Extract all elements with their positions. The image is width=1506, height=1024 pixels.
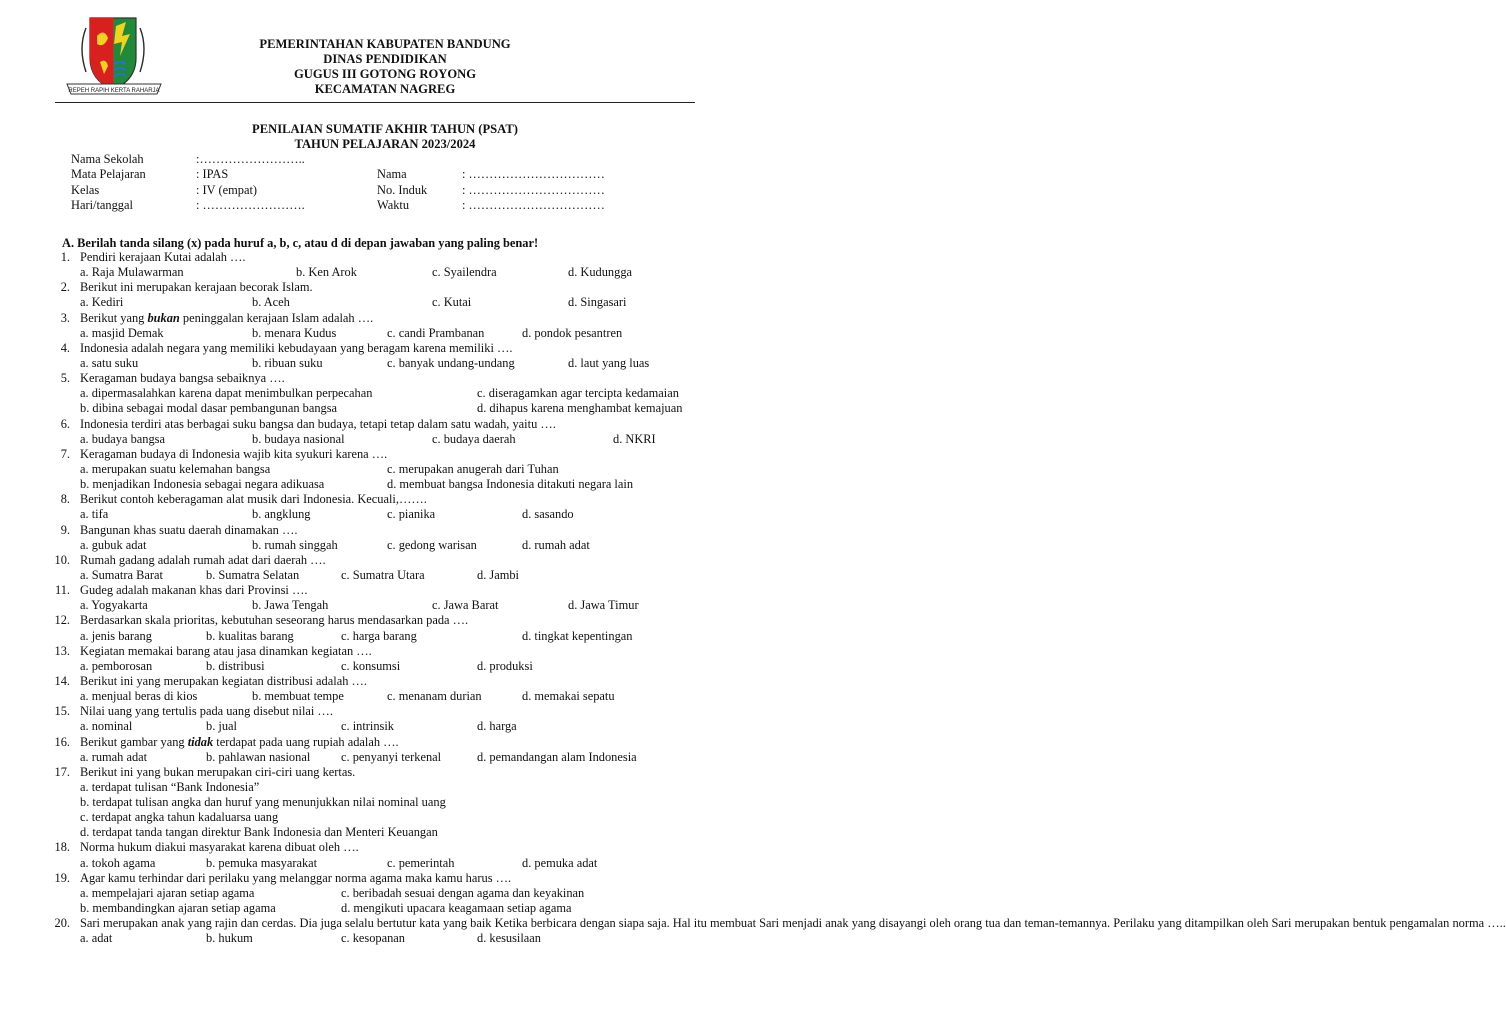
answer-option[interactable]: b. pemuka masyarakat [206,855,318,870]
answer-option[interactable]: c. Jawa Barat [432,598,499,613]
question-row [0,583,768,598]
answer-option[interactable]: a. dipermasalahkan karena dapat menimbulkan perpecahan [80,386,373,401]
question-text: Berikut ini yang merupakan kegiatan distribusi adalah …. [80,673,367,688]
answer-option[interactable]: c. pemerintah [387,855,455,870]
identity-label: Nama Sekolah [71,152,144,166]
answer-option[interactable]: b. kualitas barang [206,628,294,643]
answer-option[interactable]: a. tokoh agama [80,855,156,870]
option-row [0,356,768,371]
answer-option[interactable]: b. hukum [206,931,253,946]
question-text: Keragaman budaya di Indonesia wajib kita syukuri karena …. [80,446,388,461]
answer-option[interactable]: c. beribadah sesuai dengan agama dan keyakinan [341,885,585,900]
option-row [0,886,768,901]
identity-value[interactable]: : ……………………. [196,198,305,213]
question-text: Bangunan khas suatu daerah dinamakan …. [80,522,298,537]
option-row [0,265,768,280]
answer-option[interactable]: b. membuat tempe [252,689,344,704]
question-text: Berdasarkan skala prioritas, kebutuhan seseorang harus mendasarkan pada …. [80,613,469,628]
answer-option[interactable]: c. konsumsi [341,658,401,673]
question-row [0,341,768,356]
identity-label: Nama [377,167,407,182]
question-number: 1. [60,250,70,264]
answer-option[interactable]: d. pemandangan alam Indonesia [477,749,637,764]
answer-option[interactable]: a. Sumatra Barat [80,567,163,582]
question-number: 2. [60,280,70,295]
answer-option[interactable]: a. jenis barang [80,628,152,643]
option-row [0,598,768,613]
question-row [0,840,768,855]
option-row [0,386,768,401]
exam-title [180,122,590,152]
answer-option[interactable]: d. NKRI [613,431,656,446]
question-row [0,280,768,295]
answer-option[interactable]: b. menjadikan Indonesia sebagai negara adikuasa [80,477,325,492]
question-text: Indonesia adalah negara yang memiliki kebudayaan yang beragam karena memiliki …. [80,340,513,355]
option-row [0,750,768,765]
option-row [0,931,768,946]
answer-option[interactable]: d. pemuka adat [522,855,598,870]
answer-option[interactable]: b. dibina sebagai modal dasar pembangunan bangsa [80,401,338,416]
question-text: Indonesia terdiri atas berbagai suku bangsa dan budaya, tetapi tetap dalam satu wadah, yaitu …. [80,416,556,431]
identity-value[interactable]: : …………………………… [462,198,605,213]
question-text: Norma hukum diakui masyarakat karena dibuat oleh …. [80,840,359,855]
answer-option[interactable]: c. candi Prambanan [387,325,485,340]
answer-option[interactable]: d. pondok pesantren [522,325,623,340]
identity-value[interactable]: : …………………………… [462,182,605,197]
answer-option[interactable]: a. masjid Demak [80,325,164,340]
identity-label: Waktu [377,198,410,213]
answer-option[interactable]: a. pemborosan [80,658,153,673]
header-line-1: PEMERINTAHAN KABUPATEN BANDUNG [259,37,511,51]
answer-option[interactable]: c. budaya daerah [432,431,516,446]
option-row [0,689,768,704]
answer-option[interactable]: d. sasando [522,507,574,522]
answer-option[interactable]: c. penyanyi terkenal [341,749,442,764]
option-row [0,795,768,810]
answer-option[interactable]: b. pahlawan nasional [206,749,311,764]
answer-option[interactable]: d. Jawa Timur [568,598,639,613]
question-number: 8. [60,492,70,507]
answer-option[interactable]: c. gedong warisan [387,537,477,552]
answer-option[interactable]: d. Jambi [477,567,519,582]
option-row [0,901,768,916]
question-row [0,417,768,432]
answer-option[interactable]: c. kesopanan [341,931,405,946]
answer-option[interactable]: d. mengikuti upacara keagamaan setiap agama [341,901,572,916]
answer-option[interactable]: b. ribuan suku [252,355,323,370]
section-instruction: A. Berilah tanda silang (x) pada huruf a, b, c, atau d di depan jawaban yang paling benar! [62,236,539,250]
answer-option[interactable]: a. tifa [80,507,109,522]
answer-option[interactable]: c. terdapat angka tahun kadaluarsa uang [80,810,279,825]
question-row [0,447,768,462]
question-text: Berikut yang bukan peninggalan kerajaan Islam adalah …. [80,310,374,325]
option-row [0,477,768,492]
answer-option[interactable]: d. produksi [477,658,533,673]
option-row [0,432,768,447]
answer-option[interactable]: d. memakai sepatu [522,689,615,704]
answer-option[interactable]: c. intrinsik [341,719,394,734]
question-row [0,523,768,538]
answer-option[interactable]: d. harga [477,719,517,734]
option-row [0,780,768,795]
emphasis-word: bukan [147,310,180,325]
answer-option[interactable]: d. dihapus karena menghambat kemajuan [477,401,683,416]
question-row [0,311,768,326]
question-number: 17. [54,764,70,779]
answer-option[interactable]: c. Kutai [432,295,472,310]
answer-option[interactable]: a. nominal [80,719,133,734]
answer-option[interactable]: d. Kudungga [568,265,633,280]
question-number: 16. [54,734,70,749]
option-row [0,401,768,416]
question-row [0,674,768,689]
answer-option[interactable]: a. Raja Mulawarman [80,265,184,280]
question-text: Berikut ini yang bukan merupakan ciri-ciri uang kertas. [80,764,356,779]
question-number: 13. [54,643,70,658]
identity-row [71,152,711,167]
question-row [0,704,768,719]
question-text: Berikut contoh keberagaman alat musik dari Indonesia. Kecuali,……. [80,492,427,507]
question-row [0,371,768,386]
question-row [0,871,768,886]
answer-option[interactable]: b. distribusi [206,658,265,673]
question-row [0,613,768,628]
answer-option[interactable]: a. mempelajari ajaran setiap agama [80,885,255,900]
question-number: 14. [54,673,70,688]
option-row [0,295,768,310]
question-number: 5. [60,371,70,386]
question-row [0,765,768,780]
option-row [0,326,768,341]
answer-option[interactable]: a. menjual beras di kios [80,689,198,704]
option-row [0,659,768,674]
answer-option[interactable]: b. menara Kudus [252,325,337,340]
option-row [0,507,768,522]
answer-option[interactable]: b. Ken Arok [296,265,357,280]
question-text: Berikut ini merupakan kerajaan becorak Islam. [80,280,313,295]
svg-text:REPEH RAPIH KERTA RAHARJA: REPEH RAPIH KERTA RAHARJA [68,87,160,94]
question-number: 20. [54,916,70,931]
institution-header [180,37,590,97]
answer-option[interactable]: a. rumah adat [80,749,148,764]
answer-option[interactable]: a. gubuk adat [80,537,147,552]
answer-option[interactable]: a. adat [80,931,113,946]
answer-option[interactable]: b. rumah singgah [252,537,338,552]
exam-title-line-2: TAHUN PELAJARAN 2023/2024 [294,137,476,151]
option-row [0,825,768,840]
option-row [0,568,768,583]
option-row [0,810,768,825]
answer-option[interactable]: a. merupakan suatu kelemahan bangsa [80,461,271,476]
exam-title-line-1: PENILAIAN SUMATIF AKHIR TAHUN (PSAT) [252,122,518,136]
header-line-4: KECAMATAN NAGREG [314,82,456,96]
option-row [0,856,768,871]
identity-row [71,198,711,213]
identity-value: : IV (empat) [196,182,258,197]
question-text: Agar kamu terhindar dari perilaku yang melanggar norma agama maka kamu harus …. [80,870,512,885]
question-text: Rumah gadang adalah rumah adat dari daerah …. [80,552,326,567]
answer-option[interactable]: a. satu suku [80,355,139,370]
answer-option[interactable]: d. terdapat tanda tangan direktur Bank Indonesia dan Menteri Keuangan [80,825,438,840]
question-text: Gudeg adalah makanan khas dari Provinsi …. [80,583,308,598]
question-number: 11. [54,583,70,598]
question-row [0,644,768,659]
header-line-2: DINAS PENDIDIKAN [323,52,447,66]
identity-row [71,167,711,182]
identity-label: Mata Pelajaran [71,167,146,182]
answer-option[interactable]: c. pianika [387,507,436,522]
identity-label: Kelas [71,182,100,197]
answer-option[interactable]: d. membuat bangsa Indonesia ditakuti negara lain [387,477,634,492]
answer-option[interactable]: b. Aceh [252,295,290,310]
question-row [0,735,768,750]
header-line-3: GUGUS III GOTONG ROYONG [293,67,477,81]
answer-option[interactable]: a. terdapat tulisan “Bank Indonesia” [80,779,260,794]
question-number: 10. [54,552,70,567]
header-divider [55,102,695,103]
option-row [0,538,768,553]
option-row [0,719,768,734]
question-text: Nilai uang yang tertulis pada uang disebut nilai …. [80,704,333,719]
answer-option[interactable]: d. Singasari [568,295,627,310]
answer-option[interactable]: a. Yogyakarta [80,598,148,613]
student-identity-table [71,152,711,214]
answer-option[interactable]: a. budaya bangsa [80,431,165,446]
question-text: Berikut gambar yang tidak terdapat pada uang rupiah adalah …. [80,734,399,749]
kabupaten-bandung-logo [64,14,164,98]
option-row [0,629,768,644]
answer-option[interactable]: d. laut yang luas [568,355,650,370]
question-text: Pendiri kerajaan Kutai adalah …. [80,250,246,264]
question-number: 3. [60,310,70,325]
question-number: 9. [60,522,70,537]
question-number: 15. [54,704,70,719]
emphasis-word: tidak [187,734,214,749]
answer-option[interactable]: c. Sumatra Utara [341,567,425,582]
answer-option[interactable]: b. terdapat tulisan angka dan huruf yang menunjukkan nilai nominal uang [80,795,446,810]
question-row [0,553,768,568]
answer-option[interactable]: c. diseragamkan agar tercipta kedamaian [477,386,679,401]
answer-option[interactable]: b. angklung [252,507,311,522]
question-text: Kegiatan memakai barang atau jasa dinamkan kegiatan …. [80,643,372,658]
answer-option[interactable]: c. banyak undang-undang [387,355,515,370]
identity-label: No. Induk [377,182,428,197]
answer-option[interactable]: d. kesusilaan [477,931,542,946]
answer-option[interactable]: c. harga barang [341,628,417,643]
question-row [0,250,768,265]
identity-value: : IPAS [196,167,229,182]
question-number: 19. [54,870,70,885]
answer-option[interactable]: a. Kediri [80,295,124,310]
question-number: 18. [54,840,70,855]
question-row [0,916,1506,931]
answer-option[interactable]: c. merupakan anugerah dari Tuhan [387,461,559,476]
identity-label: Hari/tanggal [71,198,133,213]
option-row [0,462,768,477]
question-list [0,250,1506,946]
question-number: 6. [60,416,70,431]
answer-option[interactable]: c. menanam durian [387,689,482,704]
answer-option[interactable]: c. Syailendra [432,265,497,280]
answer-option[interactable]: b. Sumatra Selatan [206,567,300,582]
answer-option[interactable]: b. jual [206,719,237,734]
answer-option[interactable]: b. membandingkan ajaran setiap agama [80,901,276,916]
identity-value[interactable]: :…………………….. [196,152,305,166]
answer-option[interactable]: b. budaya nasional [252,431,345,446]
answer-option[interactable]: d. rumah adat [522,537,590,552]
question-text: Sari merupakan anak yang rajin dan cerdas. Dia juga selalu bertutur kata yang baik Ketika berbicara dengan siapa saja. Hal itu membuat Sari menjadi anak yang disayangi oleh orang tua dan teman-temannya. Perilaku yang ditampilkan oleh Sari merupakan bentuk pengamalan norma ….. [80,916,1506,931]
question-number: 4. [60,340,70,355]
question-number: 7. [60,446,70,461]
question-number: 12. [54,613,70,628]
identity-value[interactable]: : …………………………… [462,167,605,182]
question-text: Keragaman budaya bangsa sebaiknya …. [80,371,285,386]
question-row [0,492,768,507]
answer-option[interactable]: d. tingkat kepentingan [522,628,633,643]
identity-row [71,183,711,198]
answer-option[interactable]: b. Jawa Tengah [252,598,329,613]
